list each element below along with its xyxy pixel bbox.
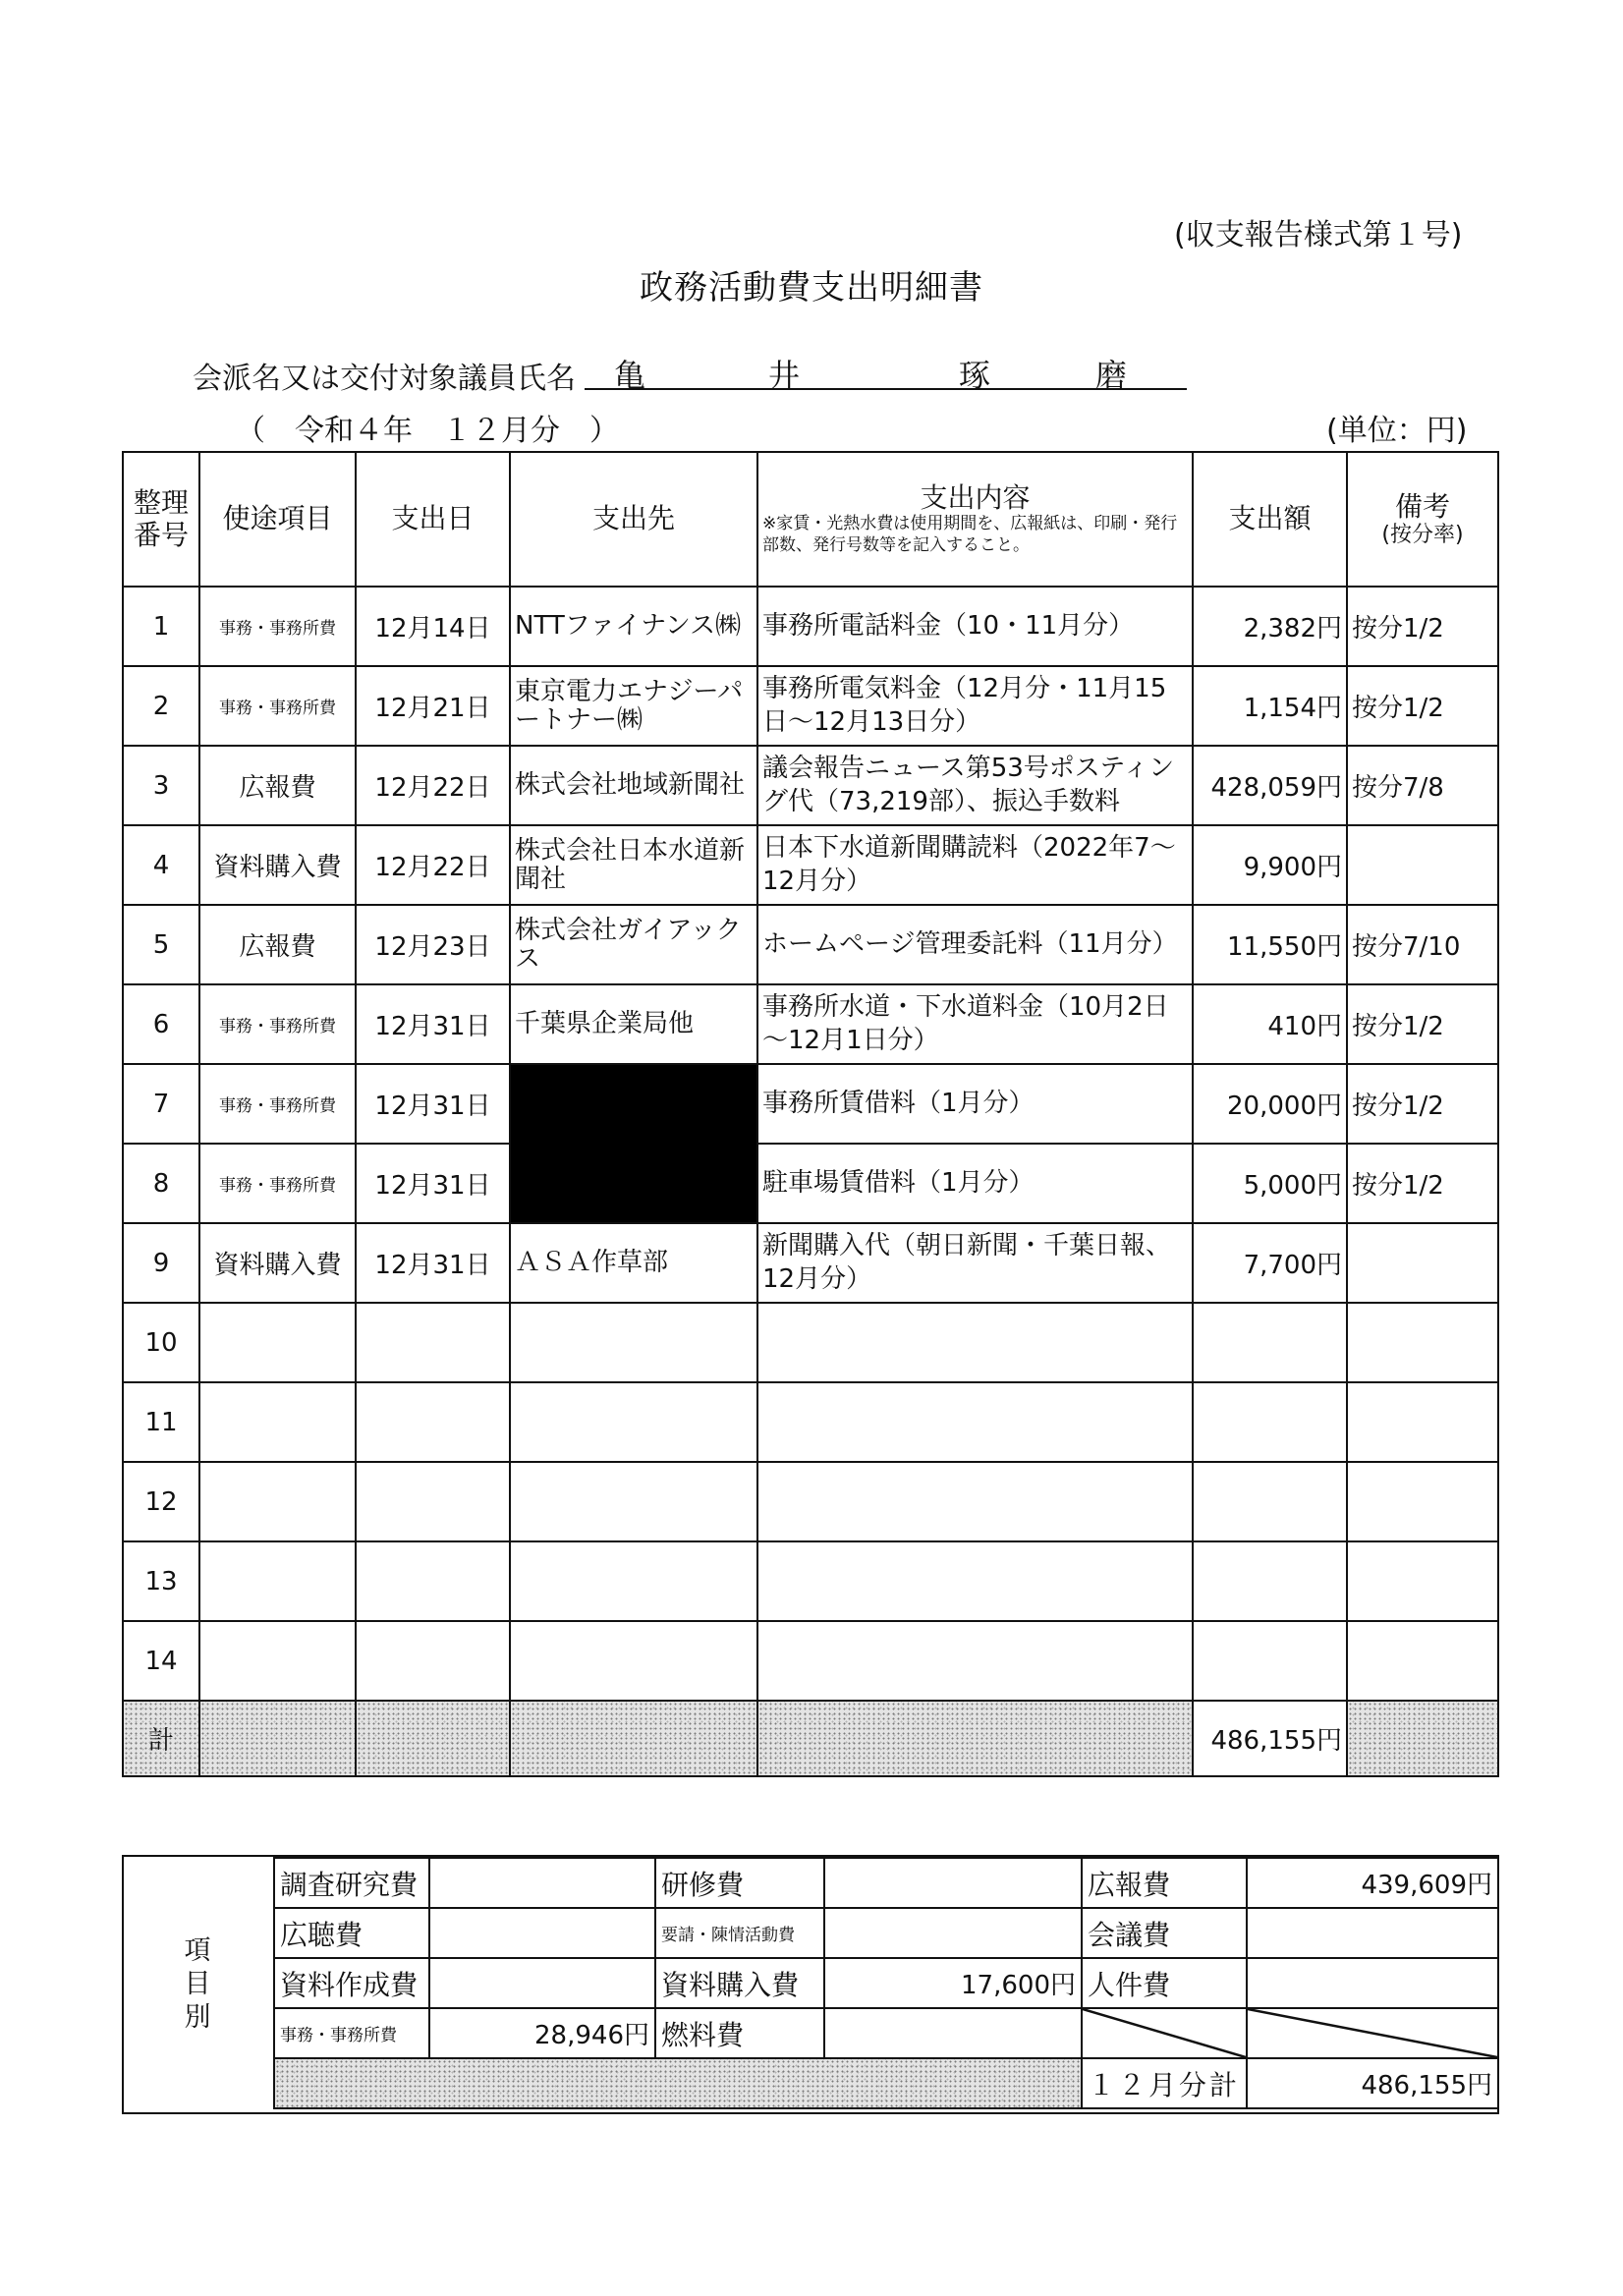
row-amount <box>1193 1303 1347 1382</box>
row-remarks: 按分1/2 <box>1347 984 1498 1064</box>
member-name-char: 亀 <box>614 357 646 394</box>
redacted-payee <box>510 1144 757 1223</box>
summary-label-hearing: 広聴費 <box>274 1908 429 1958</box>
summary-value-fuel <box>824 2008 1082 2058</box>
shaded-cell <box>199 1701 356 1776</box>
form-number: (収支報告様式第１号) <box>1174 218 1463 252</box>
row-payee <box>510 1303 757 1382</box>
summary-value-training <box>824 1858 1082 1908</box>
row-number: 7 <box>123 1064 199 1144</box>
row-date: 12月31日 <box>356 1144 510 1223</box>
row-remarks <box>1347 1382 1498 1462</box>
row-number: 11 <box>123 1382 199 1462</box>
member-label: 会派名又は交付対象議員氏名 <box>193 362 576 396</box>
row-content: 駐車場賃借料（1月分） <box>757 1144 1193 1223</box>
row-number: 14 <box>123 1621 199 1701</box>
header-category: 使途項目 <box>199 452 356 587</box>
header-content-title: 支出内容 <box>920 481 1031 515</box>
expense-table <box>122 451 1499 1777</box>
table-row <box>123 984 1498 1064</box>
summary-label-office: 事務・事務所費 <box>274 2008 429 2058</box>
row-content: ホームページ管理委託料（11月分） <box>757 905 1193 984</box>
row-number: 2 <box>123 666 199 746</box>
row-payee: 東京電力エナジーパートナー㈱ <box>510 666 757 746</box>
month-total-label: １２月分計 <box>1082 2058 1247 2108</box>
row-number: 6 <box>123 984 199 1064</box>
row-content: 日本下水道新聞購読料（2022年7～12月分） <box>757 825 1193 905</box>
row-number: 1 <box>123 587 199 666</box>
redacted-payee <box>510 1064 757 1144</box>
summary-value-personnel <box>1247 1958 1498 2008</box>
row-content <box>757 1621 1193 1701</box>
row-content: 事務所水道・下水道料金（10月2日～12月1日分） <box>757 984 1193 1064</box>
summary-label-research: 調査研究費 <box>274 1858 429 1908</box>
table-row <box>123 1144 1498 1223</box>
summary-value-petition <box>824 1908 1082 1958</box>
summary-label-petition: 要請・陳情活動費 <box>655 1908 824 1958</box>
row-remarks: 按分1/2 <box>1347 587 1498 666</box>
row-number: 10 <box>123 1303 199 1382</box>
row-amount: 1,154円 <box>1193 666 1347 746</box>
table-row <box>123 587 1498 666</box>
row-category <box>199 1303 356 1382</box>
row-category: 事務・事務所費 <box>199 587 356 666</box>
summary-value-meeting <box>1247 1908 1498 1958</box>
row-content <box>757 1541 1193 1621</box>
row-amount: 410円 <box>1193 984 1347 1064</box>
summary-row <box>274 2008 1498 2058</box>
row-category <box>199 1541 356 1621</box>
row-amount: 11,550円 <box>1193 905 1347 984</box>
row-category <box>199 1621 356 1701</box>
row-payee: 株式会社日本水道新聞社 <box>510 825 757 905</box>
row-amount <box>1193 1462 1347 1541</box>
row-number: 8 <box>123 1144 199 1223</box>
summary-label-materials-creation: 資料作成費 <box>274 1958 429 2008</box>
row-remarks: 按分7/10 <box>1347 905 1498 984</box>
row-date: 12月14日 <box>356 587 510 666</box>
row-amount: 20,000円 <box>1193 1064 1347 1144</box>
row-number: 5 <box>123 905 199 984</box>
diagonal-cell <box>1082 2008 1247 2058</box>
row-payee: 株式会社地域新聞社 <box>510 746 757 825</box>
row-amount: 7,700円 <box>1193 1223 1347 1303</box>
table-row <box>123 1462 1498 1541</box>
table-row <box>123 1541 1498 1621</box>
summary-side-label-char: 別 <box>184 2001 211 2033</box>
row-remarks <box>1347 825 1498 905</box>
row-date <box>356 1541 510 1621</box>
row-payee: NTTファイナンス㈱ <box>510 587 757 666</box>
header-remarks-sub: (按分率) <box>1381 522 1464 547</box>
row-category <box>199 1462 356 1541</box>
summary-label-personnel: 人件費 <box>1082 1958 1247 2008</box>
row-amount: 5,000円 <box>1193 1144 1347 1223</box>
summary-value-materials-purchase: 17,600円 <box>824 1958 1082 2008</box>
row-payee <box>510 1382 757 1462</box>
row-remarks: 按分1/2 <box>1347 1064 1498 1144</box>
row-category: 事務・事務所費 <box>199 1144 356 1223</box>
row-content <box>757 1462 1193 1541</box>
row-amount: 9,900円 <box>1193 825 1347 905</box>
header-no-line: 番号 <box>133 518 189 551</box>
table-row <box>123 1303 1498 1382</box>
table-row <box>123 1621 1498 1701</box>
summary-label-fuel: 燃料費 <box>655 2008 824 2058</box>
row-number: 4 <box>123 825 199 905</box>
unit-label: (単位：円) <box>1326 414 1468 448</box>
shaded-cell <box>757 1701 1193 1776</box>
row-remarks: 按分7/8 <box>1347 746 1498 825</box>
row-date: 12月31日 <box>356 984 510 1064</box>
month-total-value: 486,155円 <box>1247 2058 1498 2108</box>
member-name-char: 琢 <box>959 357 991 394</box>
row-category: 資料購入費 <box>199 1223 356 1303</box>
table-row <box>123 746 1498 825</box>
member-name <box>585 351 1187 394</box>
row-remarks: 按分1/2 <box>1347 1144 1498 1223</box>
row-date: 12月31日 <box>356 1223 510 1303</box>
header-no-line: 整理 <box>133 486 189 520</box>
row-date: 12月23日 <box>356 905 510 984</box>
header-date: 支出日 <box>356 452 510 587</box>
table-header-row <box>123 452 1498 587</box>
row-amount <box>1193 1541 1347 1621</box>
row-remarks <box>1347 1223 1498 1303</box>
summary-table <box>273 1857 1499 2109</box>
row-content: 新聞購入代（朝日新聞・千葉日報、12月分） <box>757 1223 1193 1303</box>
row-number: 13 <box>123 1541 199 1621</box>
total-amount: 486,155円 <box>1193 1701 1347 1776</box>
row-payee: ＡＳＡ作草部 <box>510 1223 757 1303</box>
row-date <box>356 1303 510 1382</box>
row-payee <box>510 1462 757 1541</box>
row-category <box>199 1382 356 1462</box>
row-remarks <box>1347 1541 1498 1621</box>
summary-total-row <box>274 2058 1498 2108</box>
header-remarks-title: 備考 <box>1394 489 1450 523</box>
report-period: （ 令和４年 １２月分 ） <box>236 414 619 448</box>
table-row <box>123 1064 1498 1144</box>
summary-label-training: 研修費 <box>655 1858 824 1908</box>
shaded-cell <box>510 1701 757 1776</box>
summary-label-meeting: 会議費 <box>1082 1908 1247 1958</box>
summary-label-materials-purchase: 資料購入費 <box>655 1958 824 2008</box>
row-remarks: 按分1/2 <box>1347 666 1498 746</box>
row-number: 12 <box>123 1462 199 1541</box>
row-content: 事務所電話料金（10・11月分） <box>757 587 1193 666</box>
row-date: 12月22日 <box>356 746 510 825</box>
row-amount <box>1193 1382 1347 1462</box>
row-category: 事務・事務所費 <box>199 1064 356 1144</box>
row-date <box>356 1382 510 1462</box>
row-payee: 株式会社ガイアックス <box>510 905 757 984</box>
summary-row <box>274 1958 1498 2008</box>
row-payee <box>510 1541 757 1621</box>
summary-value-office: 28,946円 <box>429 2008 655 2058</box>
row-amount: 428,059円 <box>1193 746 1347 825</box>
row-category: 広報費 <box>199 905 356 984</box>
header-payee: 支出先 <box>510 452 757 587</box>
summary-value-pr: 439,609円 <box>1247 1858 1498 1908</box>
row-category: 事務・事務所費 <box>199 666 356 746</box>
summary-side-label <box>122 1855 273 2114</box>
total-row <box>123 1701 1498 1776</box>
total-label: 計 <box>123 1701 199 1776</box>
member-name-char: 磨 <box>1095 357 1128 394</box>
shaded-cell <box>1347 1701 1498 1776</box>
row-payee <box>510 1621 757 1701</box>
header-remarks <box>1347 452 1498 587</box>
summary-side-label-char: 項 <box>184 1935 211 1967</box>
row-amount <box>1193 1621 1347 1701</box>
header-amount: 支出額 <box>1193 452 1347 587</box>
row-number: 9 <box>123 1223 199 1303</box>
row-category: 資料購入費 <box>199 825 356 905</box>
diagonal-cell <box>1247 2008 1498 2058</box>
document-title: 政務活動費支出明細書 <box>640 268 983 308</box>
summary-value-materials-creation <box>429 1958 655 2008</box>
row-content: 事務所電気料金（12月分・11月15日～12月13日分） <box>757 666 1193 746</box>
shaded-cell <box>274 2058 1082 2108</box>
summary-value-research <box>429 1858 655 1908</box>
table-row <box>123 905 1498 984</box>
header-content <box>757 452 1193 587</box>
table-row <box>123 1382 1498 1462</box>
table-row <box>123 666 1498 746</box>
summary-label-pr: 広報費 <box>1082 1858 1247 1908</box>
summary-value-hearing <box>429 1908 655 1958</box>
row-category: 広報費 <box>199 746 356 825</box>
row-remarks <box>1347 1621 1498 1701</box>
row-date: 12月31日 <box>356 1064 510 1144</box>
row-number: 3 <box>123 746 199 825</box>
row-amount: 2,382円 <box>1193 587 1347 666</box>
row-category: 事務・事務所費 <box>199 984 356 1064</box>
row-remarks <box>1347 1303 1498 1382</box>
row-date <box>356 1462 510 1541</box>
member-name-char: 井 <box>768 357 801 394</box>
row-payee: 千葉県企業局他 <box>510 984 757 1064</box>
row-remarks <box>1347 1462 1498 1541</box>
shaded-cell <box>356 1701 510 1776</box>
table-row <box>123 825 1498 905</box>
row-content <box>757 1382 1193 1462</box>
row-content: 事務所賃借料（1月分） <box>757 1064 1193 1144</box>
row-date <box>356 1621 510 1701</box>
row-date: 12月21日 <box>356 666 510 746</box>
row-content: 議会報告ニュース第53号ポスティング代（73,219部）、振込手数料 <box>757 746 1193 825</box>
table-row <box>123 1223 1498 1303</box>
summary-side-label-char: 目 <box>184 1969 211 2000</box>
row-date: 12月22日 <box>356 825 510 905</box>
header-no <box>123 452 199 587</box>
header-content-note: ※家賃・光熱水費は使用期間を、広報紙は、印刷・発行部数、発行号数等を記入すること。 <box>762 514 1178 555</box>
row-content <box>757 1303 1193 1382</box>
summary-row <box>274 1908 1498 1958</box>
summary-row <box>274 1858 1498 1908</box>
